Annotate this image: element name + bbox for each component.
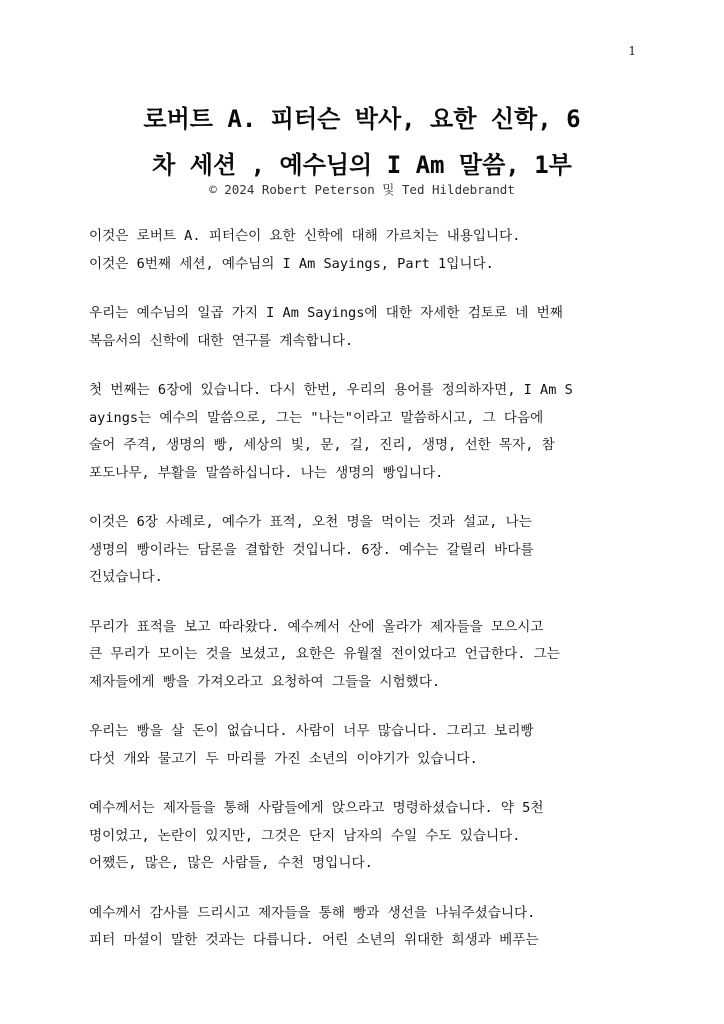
document-title (60, 96, 664, 188)
text-line: 생명의 빵이라는 담론을 결합한 것입니다. 6장. 예수는 갈릴리 바다를 (89, 541, 534, 558)
text-line: 제자들에게 빵을 가져오라고 요청하여 그들을 시험했다. (89, 673, 441, 690)
text-line: 건넜습니다. (89, 569, 163, 585)
paragraph (89, 377, 649, 487)
text-line: 이것은 6장 사례로, 예수가 표적, 오천 명을 먹이는 것과 설교, 나는 (89, 514, 532, 530)
page-number: 1 (628, 44, 636, 58)
text-line: 명이었고, 논란이 있지만, 그것은 단지 남자의 수일 수도 있습니다. (89, 827, 521, 844)
text-line: 포도나무, 부활을 말씀하십니다. 나는 생명의 빵입니다. (89, 464, 444, 481)
document-body (89, 223, 649, 977)
text-line: 우리는 빵을 살 돈이 없습니다. 사람이 너무 많습니다. 그리고 보리빵 (89, 723, 534, 739)
text-line: 어쨌든, 많은, 많은 사람들, 수천 명입니다. (89, 855, 373, 871)
text-line: 술어 주격, 생명의 빵, 세상의 빛, 문, 길, 진리, 생명, 선한 목자, 참 (89, 437, 555, 453)
paragraph (89, 900, 649, 955)
text-line: ayings는 예수의 말씀으로, 그는 "나는"이라고 말씀하시고, 그 다음에 (89, 409, 544, 426)
text-line: 복음서의 신학에 대한 연구를 계속합니다. (89, 332, 354, 349)
text-line: 이것은 로버트 A. 피터슨이 요한 신학에 대해 가르치는 내용입니다. (89, 228, 521, 244)
text-line: 예수께서는 제자들을 통해 사람들에게 앉으라고 명령하셨습니다. 약 5천 (89, 800, 544, 816)
text-line: 이것은 6번째 세션, 예수님의 I Am Sayings, Part 1입니다. (89, 255, 494, 272)
paragraph (89, 718, 649, 773)
text-line: 무리가 표적을 보고 따라왔다. 예수께서 산에 올라가 제자들을 모으시고 (89, 618, 544, 635)
paragraph (89, 614, 649, 697)
copyright-notice: © 2024 Robert Peterson 및 Ted Hildebrandt (209, 182, 515, 197)
text-line: 피터 마셜이 말한 것과는 다릅니다. 어린 소년의 위대한 희생과 베푸는 (89, 932, 539, 948)
paragraph (89, 509, 649, 592)
paragraph (89, 795, 649, 878)
text-line: 큰 무리가 모이는 것을 보셨고, 요한은 유월절 전이었다고 언급한다. 그는 (89, 646, 560, 662)
text-line: 다섯 개와 물고기 두 마리를 가진 소년의 이야기가 있습니다. (89, 750, 478, 767)
paragraph (89, 300, 649, 355)
paragraph (89, 223, 649, 278)
title-line: 로버트 A. 피터슨 박사, 요한 신학, 6 (143, 105, 581, 133)
text-line: 우리는 예수님의 일곱 가지 I Am Sayings에 대한 자세한 검토로 네 번째 (89, 305, 563, 321)
title-line: 차 세션 , 예수님의 I Am 말씀, 1부 (152, 151, 572, 179)
text-line: 첫 번째는 6장에 있습니다. 다시 한번, 우리의 용어를 정의하자면, I Am S (89, 382, 573, 398)
text-line: 예수께서 감사를 드리시고 제자들을 통해 빵과 생선을 나눠주셨습니다. (89, 904, 536, 921)
